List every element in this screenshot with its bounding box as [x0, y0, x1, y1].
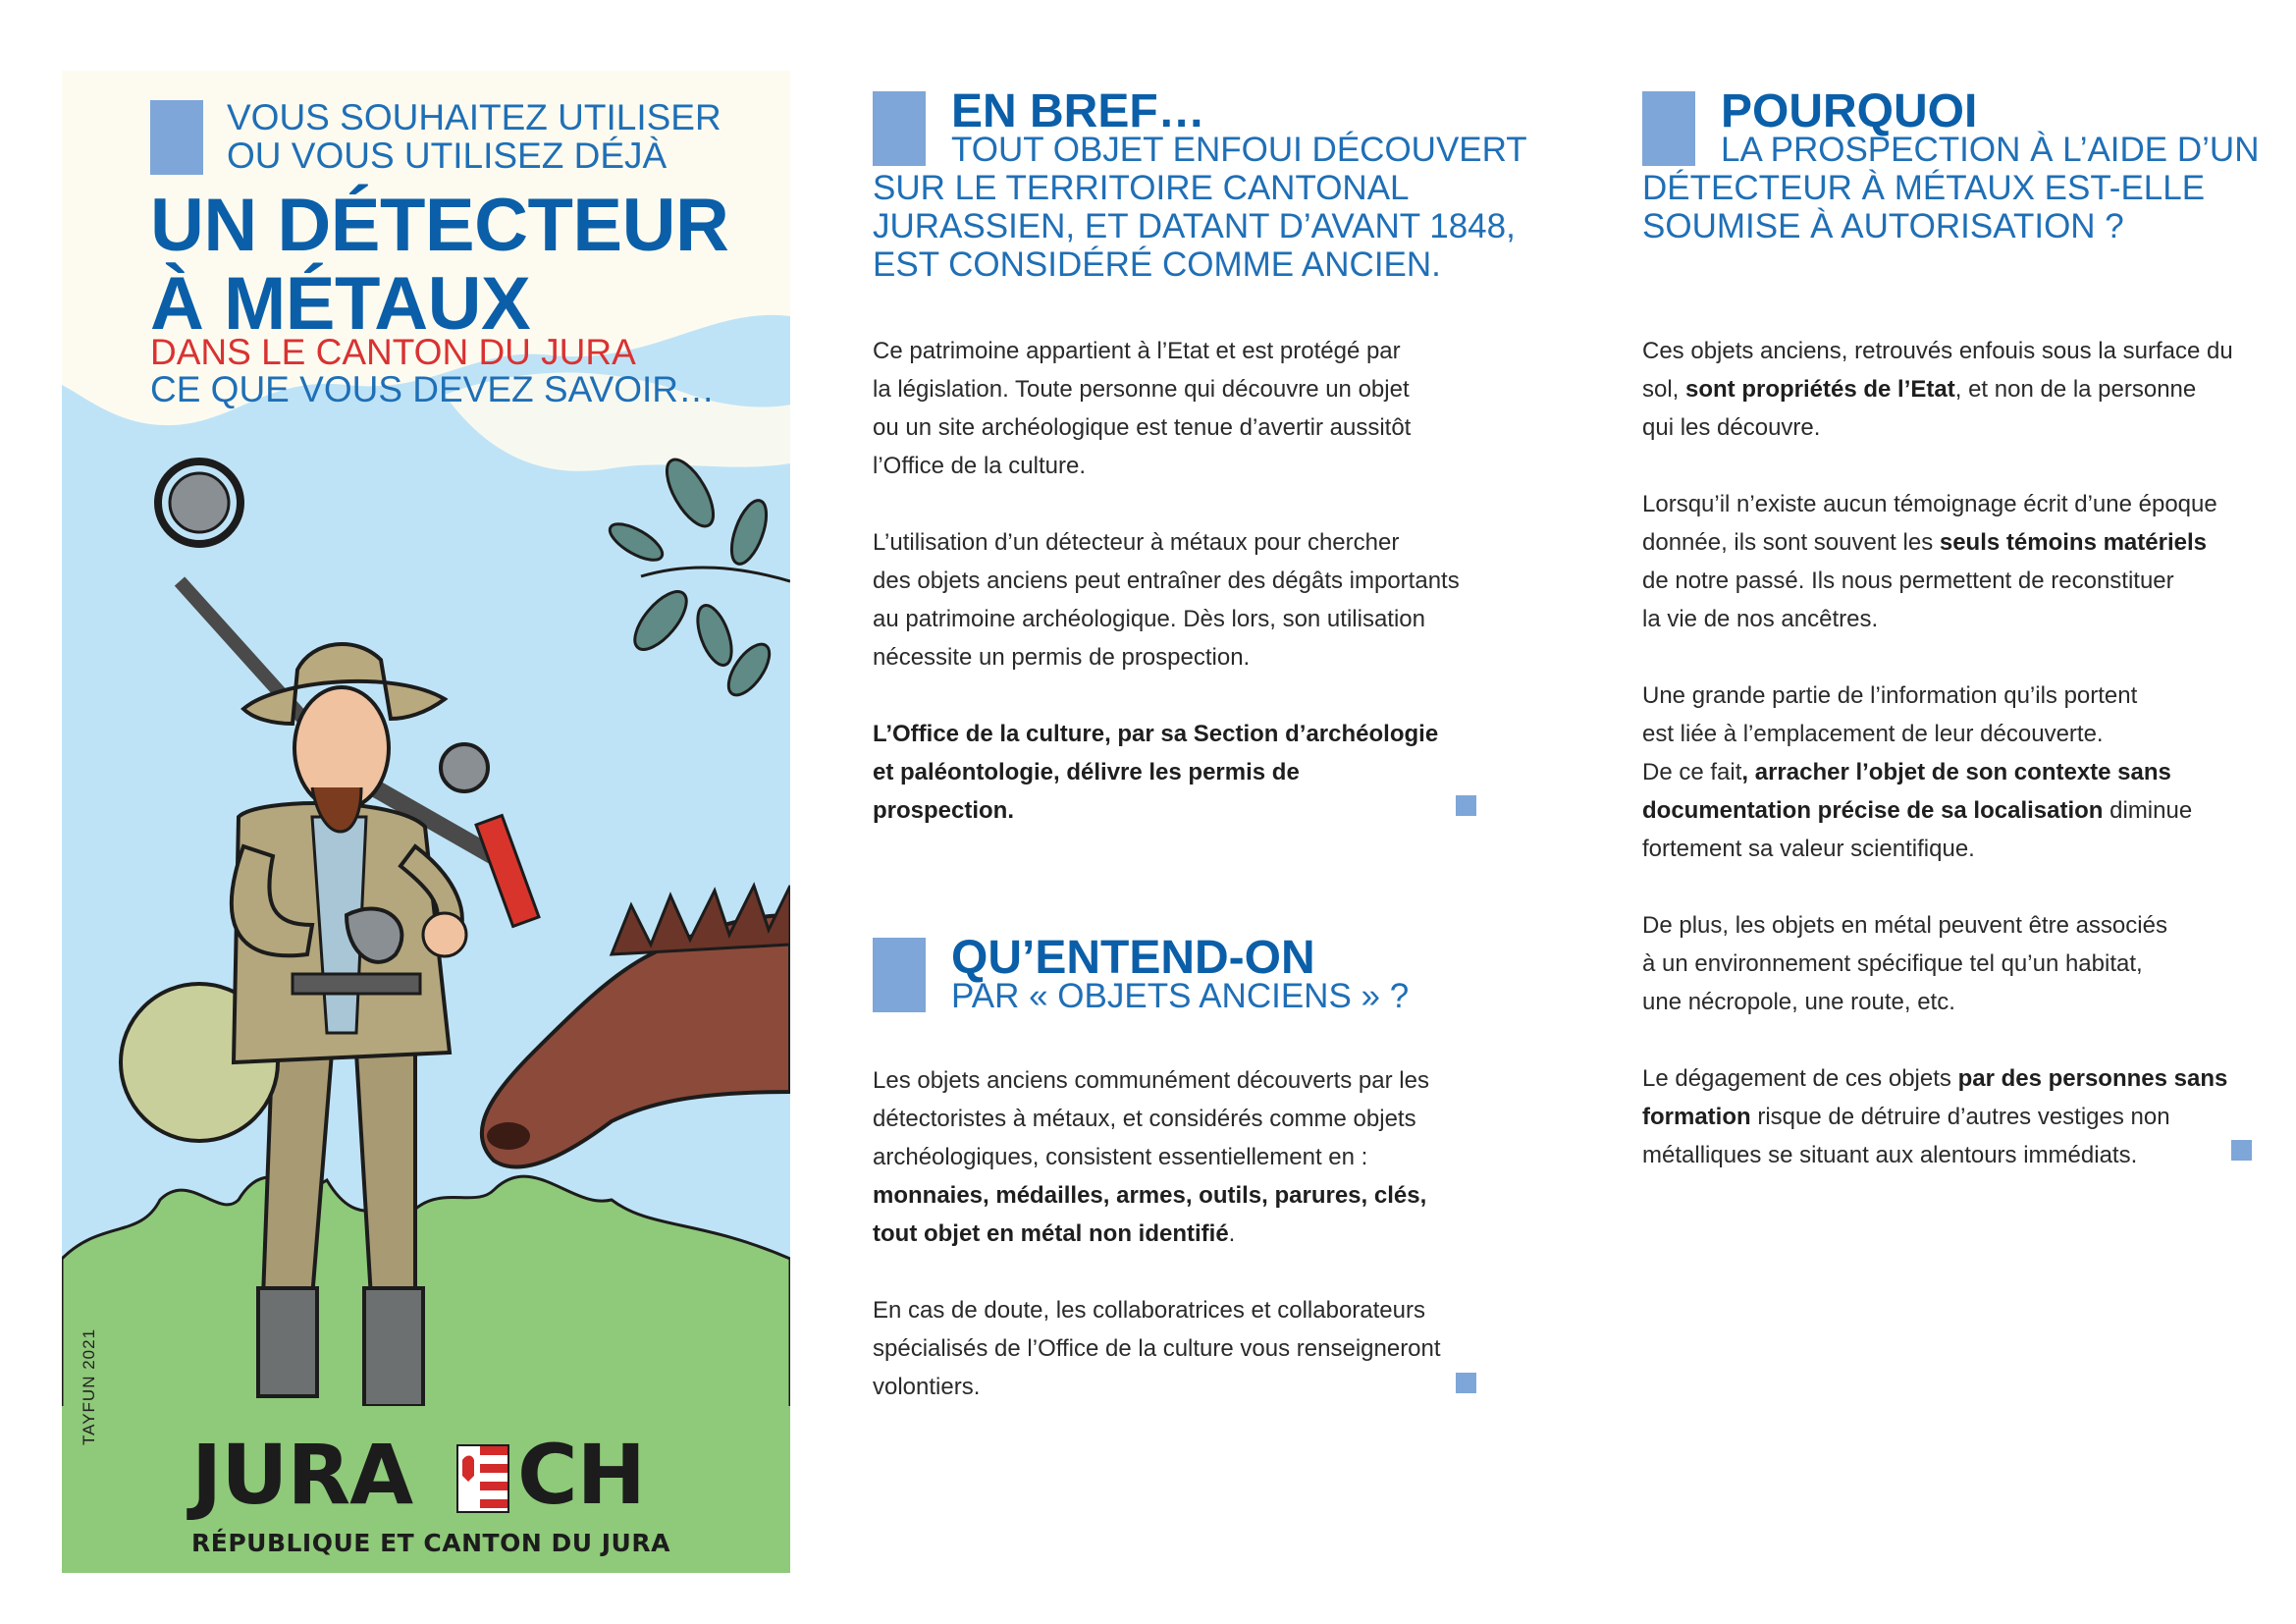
paragraph: [1642, 1059, 2233, 1174]
text-line: nécessite un permis de prospection.: [873, 644, 1251, 671]
cover-intro-line: OU VOUS UTILISEZ DÉJÀ: [227, 135, 667, 176]
section-end-square: [1456, 1373, 1476, 1393]
text-line: L’Office de la culture, par sa Section d’archéologie: [873, 721, 1439, 747]
text-line: [1642, 1059, 2233, 1098]
text-line: monnaies, médailles, armes, outils, parures, clés,: [873, 1182, 1427, 1209]
text-line: Lorsqu’il n’existe aucun témoignage écrit d’une époque: [1642, 491, 2217, 517]
cover-accent-square: [150, 100, 203, 175]
text-line: des objets anciens peut entraîner des dégâts importants: [873, 568, 1460, 594]
text-line: En cas de doute, les collaboratrices et collaborateurs: [873, 1297, 1425, 1324]
text-line: au patrimoine archéologique. Dès lors, son utilisation: [873, 606, 1425, 632]
cover-subtitle-red: DANS LE CANTON DU JURA: [150, 332, 636, 372]
text-line: qui les découvre.: [1642, 414, 1821, 441]
cover-subtitle-blue: CE QUE VOUS DEVEZ SAVOIR…: [150, 369, 715, 409]
subtitle-line: JURASSIEN, ET DATANT D’AVANT 1848,: [873, 207, 1516, 245]
text-line: archéologiques, consistent essentiellement en :: [873, 1144, 1368, 1170]
bold-run: sont propriétés de l’Etat: [1685, 376, 1955, 403]
text-line: Ces objets anciens, retrouvés enfouis sous la surface du: [1642, 338, 2233, 364]
bold-run: , arracher l’objet de son contexte sans: [1741, 759, 2171, 785]
text-line: à un environnement spécifique tel qu’un habitat,: [1642, 950, 2143, 977]
bold-run: seuls témoins matériels: [1939, 529, 2207, 556]
logo-word-ch: CH: [517, 1427, 645, 1523]
text-line: Ce patrimoine appartient à l’Etat et est protégé par: [873, 338, 1401, 364]
text-line: métalliques se situant aux alentours immédiats.: [1642, 1142, 2138, 1168]
section-body: [1642, 332, 2233, 1213]
paragraph: [1642, 485, 2233, 638]
text-run: .: [1228, 1220, 1236, 1247]
bold-run: formation: [1642, 1104, 1751, 1130]
text-run: diminue: [2103, 797, 2193, 824]
text-run: risque de détruire d’autres vestiges non: [1750, 1104, 2170, 1130]
subtitle-line: PAR « OBJETS ANCIENS » ?: [951, 977, 1410, 1015]
subtitle-line: LA PROSPECTION À L’AIDE D’UN: [1721, 131, 2260, 169]
bold-run: documentation précise de sa localisation: [1642, 797, 2104, 824]
illustrator-credit: TAYFUN 2021: [80, 1327, 98, 1445]
text-line: [1642, 791, 2233, 830]
subtitle-line: TOUT OBJET ENFOUI DÉCOUVERT: [951, 131, 1527, 169]
cover-title-line: UN DÉTECTEUR: [150, 184, 729, 267]
text-run: , et non de la personne: [1954, 376, 2197, 403]
paragraph: [1642, 332, 2233, 447]
jura-crest-icon: [456, 1444, 509, 1513]
bold-run: tout objet en métal non identifié: [873, 1220, 1229, 1247]
text-line: [873, 1215, 1441, 1253]
paragraph: [1642, 906, 2233, 1021]
text-run: sol,: [1642, 376, 1686, 403]
cover-panel: [62, 71, 790, 1573]
text-line: [1642, 753, 2233, 791]
section-title: QU’ENTEND-ON: [951, 932, 1315, 984]
section-subtitle: [951, 977, 1409, 1015]
text-line: l’Office de la culture.: [873, 453, 1086, 479]
text-line: L’utilisation d’un détecteur à métaux pour chercher: [873, 529, 1400, 556]
section-title: EN BREF…: [951, 85, 1205, 137]
logo-word-jura: JURA: [191, 1427, 413, 1523]
section-body: [873, 332, 1460, 868]
text-line: [1642, 523, 2233, 562]
text-line: fortement sa valeur scientifique.: [1642, 836, 1975, 862]
bold-run: par des personnes sans: [1957, 1065, 2228, 1092]
section-title: POURQUOI: [1721, 85, 1978, 137]
text-line: Les objets anciens communément découverts par les: [873, 1067, 1429, 1094]
text-line: est liée à l’emplacement de leur découverte.: [1642, 721, 2104, 747]
text-line: prospection.: [873, 797, 1015, 824]
subtitle-line: SOUMISE À AUTORISATION ?: [1642, 207, 2124, 245]
logo-tagline: RÉPUBLIQUE ET CANTON DU JURA: [191, 1529, 670, 1557]
section-subtitle: [873, 131, 1527, 284]
text-line: une nécropole, une route, etc.: [1642, 989, 1955, 1015]
section-subtitle: [1642, 131, 2259, 245]
subtitle-line: DÉTECTEUR À MÉTAUX EST-ELLE: [1642, 169, 2206, 207]
subtitle-line: SUR LE TERRITOIRE CANTONAL: [873, 169, 1410, 207]
text-run: Le dégagement de ces objets: [1642, 1065, 1958, 1092]
section-end-square: [1456, 795, 1476, 816]
paragraph: [1642, 677, 2233, 868]
text-line: ou un site archéologique est tenue d’avertir aussitôt: [873, 414, 1412, 441]
text-line: la législation. Toute personne qui découvre un objet: [873, 376, 1410, 403]
text-line: spécialisés de l’Office de la culture vous renseigneront: [873, 1335, 1441, 1362]
section-end-square: [2231, 1140, 2252, 1161]
paragraph: [873, 332, 1460, 485]
cover-intro: [227, 98, 776, 175]
text-line: la vie de nos ancêtres.: [1642, 606, 1879, 632]
text-run: De ce fait: [1642, 759, 1742, 785]
section-accent-square: [873, 938, 926, 1012]
text-line: [1642, 1098, 2233, 1136]
paragraph-bold: [873, 715, 1460, 830]
paragraph: [873, 1061, 1441, 1253]
text-line: Une grande partie de l’information qu’ils portent: [1642, 682, 2138, 709]
text-run: donnée, ils sont souvent les: [1642, 529, 1940, 556]
cover-title: [150, 184, 729, 346]
section-body: [873, 1061, 1441, 1444]
subtitle-line: EST CONSIDÉRÉ COMME ANCIEN.: [873, 245, 1441, 284]
text-line: et paléontologie, délivre les permis de: [873, 759, 1300, 785]
text-line: détectoristes à métaux, et considérés comme objets: [873, 1106, 1416, 1132]
paragraph: [873, 1291, 1441, 1406]
paragraph: [873, 523, 1460, 677]
text-line: volontiers.: [873, 1374, 981, 1400]
text-line: [1642, 370, 2233, 408]
text-line: de notre passé. Ils nous permettent de reconstituer: [1642, 568, 2174, 594]
cover-title-line: À MÉTAUX: [150, 262, 531, 346]
cover-intro-line: VOUS SOUHAITEZ UTILISER: [227, 97, 721, 137]
text-line: De plus, les objets en métal peuvent être associés: [1642, 912, 2167, 939]
